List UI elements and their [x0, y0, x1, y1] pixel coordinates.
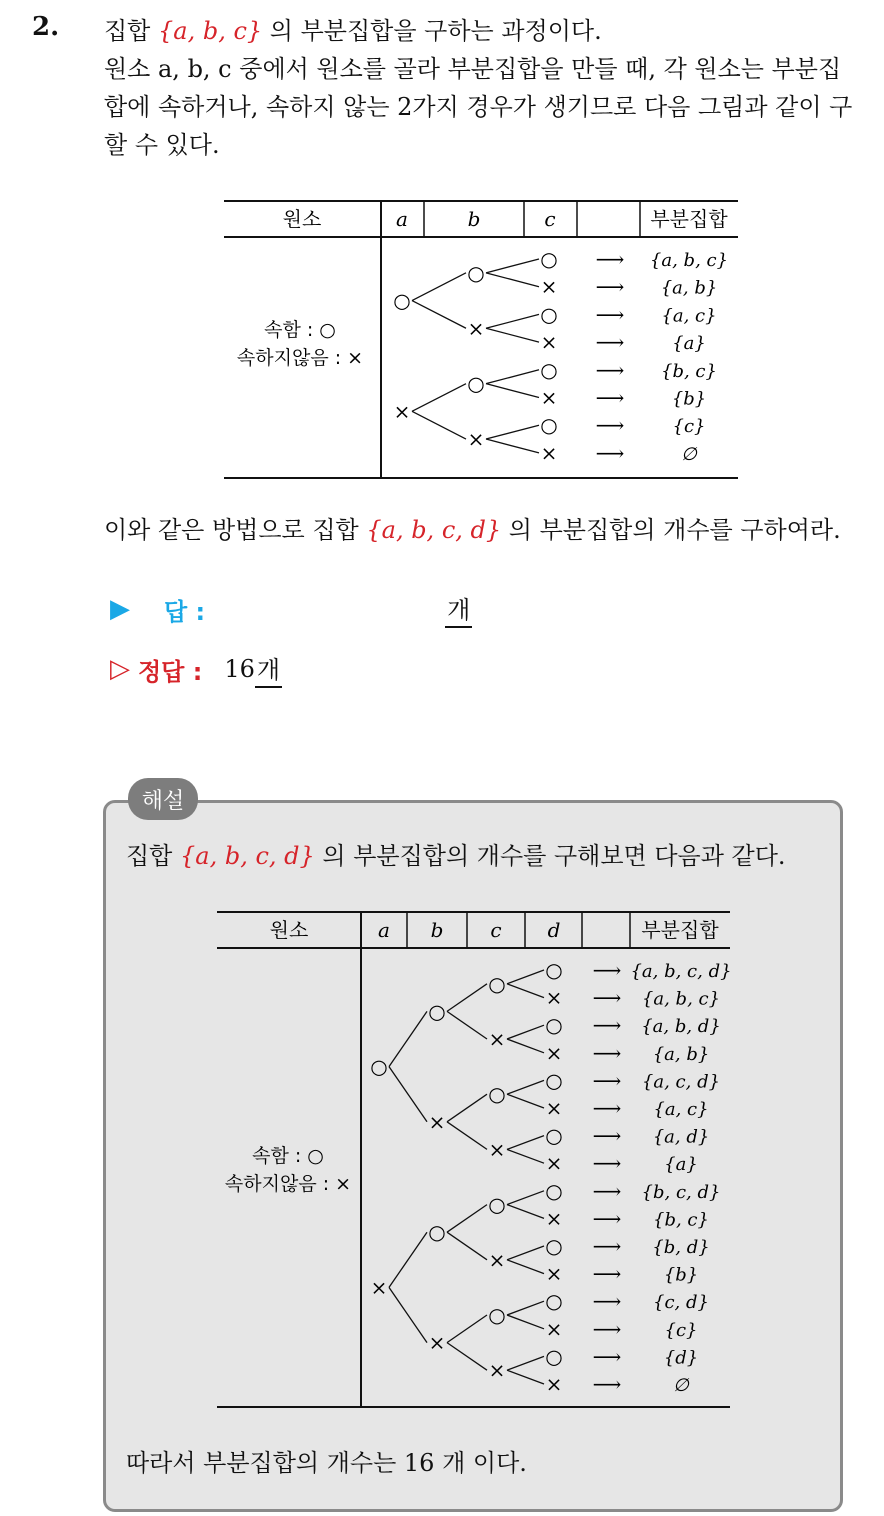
question-sentence: 이와 같은 방법으로 집합 {a, b, c, d} 의 부분집합의 개수를 구하여라.: [104, 516, 841, 544]
tree-branch-line: [389, 1011, 427, 1066]
excluded-mark: ×: [467, 316, 485, 341]
outline-arrow-icon: ▷: [110, 654, 130, 684]
tree-branch-line: [507, 1094, 544, 1108]
included-mark: ○: [545, 1234, 563, 1258]
table-header-cell: b: [467, 207, 481, 231]
excluded-mark: ×: [540, 330, 558, 355]
excluded-mark: ×: [545, 1151, 563, 1176]
subset-result: {b, c, d}: [641, 1181, 721, 1203]
subset-result: {b}: [663, 1264, 699, 1286]
included-mark: ○: [545, 1013, 563, 1038]
subset-result: {b, c}: [661, 360, 717, 382]
subset-result: {a, d}: [652, 1126, 710, 1148]
tree-branch-line: [507, 1315, 544, 1329]
table-header-cell: a: [378, 918, 390, 942]
tree-branch-line: [447, 984, 487, 1012]
table-header-cell: b: [430, 918, 444, 942]
excluded-mark: ×: [393, 399, 411, 424]
tree-branch-line: [507, 1205, 544, 1219]
tree-branch-line: [507, 1260, 544, 1274]
subset-result: ∅: [673, 1375, 689, 1396]
excluded-mark: ×: [545, 1316, 563, 1341]
arrow-icon: ⟶: [595, 247, 625, 271]
excluded-mark: ×: [540, 385, 558, 410]
included-mark: ○: [488, 1082, 506, 1107]
excluded-mark: ×: [488, 1137, 506, 1162]
tree-branch-line: [507, 1025, 544, 1039]
tree-branch-line: [507, 1080, 544, 1094]
arrow-icon: ⟶: [592, 958, 622, 982]
correct-label: 정답 :: [138, 657, 203, 686]
arrow-icon: ⟶: [592, 1178, 622, 1203]
tree-branch-line: [447, 1343, 487, 1371]
explanation-conclusion: 따라서 부분집합의 개수는 16 개 이다.: [126, 1449, 527, 1477]
arrow-icon: ⟶: [592, 1261, 622, 1286]
tree-branch-line: [389, 1287, 427, 1342]
excluded-mark: ×: [488, 1247, 506, 1272]
arrow-icon: ⟶: [592, 1068, 622, 1093]
excluded-mark: ×: [545, 1096, 563, 1120]
arrow-icon: ⟶: [592, 1096, 622, 1120]
excluded-mark: ×: [545, 1372, 563, 1396]
included-mark: ○: [545, 1178, 563, 1203]
tree-branch-line: [447, 1205, 487, 1233]
included-mark: ○: [488, 1303, 506, 1327]
arrow-icon: ⟶: [592, 1040, 622, 1065]
set-notation-abcd-2: {a, b, c, d}: [180, 842, 315, 870]
play-arrow-icon: ▶: [110, 594, 130, 624]
included-mark: ○: [467, 260, 485, 285]
subset-result: {a, b, c, d}: [630, 961, 732, 982]
table-header-cell: a: [396, 207, 408, 231]
arrow-icon: ⟶: [595, 357, 625, 382]
excluded-mark: ×: [540, 440, 558, 465]
arrow-icon: ⟶: [592, 1123, 622, 1148]
arrow-icon: ⟶: [592, 1344, 622, 1369]
tree-branch-line: [507, 984, 544, 998]
tree-branch-line: [389, 1067, 427, 1122]
included-mark: ○: [545, 958, 563, 982]
tree-branch-line: [507, 970, 544, 984]
tree-branch-line: [447, 1011, 487, 1039]
subset-result: {a, c}: [653, 1099, 709, 1120]
table-header-cell: c: [490, 918, 502, 942]
set-notation: {a, b, c}: [158, 17, 263, 45]
included-mark: ○: [540, 302, 558, 327]
subset-result: {c}: [672, 416, 706, 438]
included-mark: ○: [488, 1192, 506, 1217]
tree-branch-line: [507, 1246, 544, 1260]
arrow-icon: ⟶: [592, 1372, 622, 1396]
legend-in-2: 속함 : ○: [252, 1145, 324, 1167]
question-body: 원소 a, b, c 중에서 원소를 골라 부분집합을 만들 때, 각 원소는 부분집합에 속하거나, 속하지 않는 2가지 경우가 생기므로 다음 그림과 같이 구할 수 있다.: [104, 55, 853, 159]
subset-result: {b}: [671, 388, 707, 410]
subset-result: {a, b, c}: [641, 988, 721, 1010]
tree-branch-line: [507, 1136, 544, 1150]
arrow-icon: ⟶: [595, 302, 625, 327]
subset-result: {c}: [664, 1319, 698, 1341]
tree-branch-line: [507, 1370, 544, 1384]
question-line1: 집합 {a, b, c} 의 부분집합을 구하는 과정이다.: [104, 17, 602, 45]
subset-result: {b, d}: [652, 1237, 710, 1258]
included-mark: ○: [545, 1289, 563, 1314]
included-mark: ○: [545, 1068, 563, 1093]
included-mark: ○: [393, 288, 411, 313]
set-notation-abcd: {a, b, c, d}: [366, 516, 502, 544]
tree-branch-line: [507, 1301, 544, 1315]
arrow-icon: ⟶: [595, 413, 625, 438]
included-mark: ○: [370, 1054, 388, 1079]
subset-result: {d}: [663, 1347, 699, 1369]
arrow-icon: ⟶: [595, 440, 625, 465]
legend-in: 속함 : ○: [264, 319, 336, 341]
subset-result: {a}: [664, 1154, 698, 1176]
answer-label: 답 :: [164, 597, 206, 626]
tree-branch-line: [447, 1315, 487, 1343]
tree-branch-line: [507, 1149, 544, 1163]
question-number: 2.: [32, 12, 60, 42]
included-mark: ○: [428, 1220, 446, 1245]
included-mark: ○: [488, 971, 506, 996]
correct-unit: 개: [255, 650, 282, 688]
included-mark: ○: [467, 371, 485, 396]
correct-value: 16: [224, 655, 255, 683]
included-mark: ○: [428, 999, 446, 1024]
tree-branch-line: [507, 1356, 544, 1370]
subset-result: {a, b, c}: [649, 250, 729, 271]
excluded-mark: ×: [488, 1027, 506, 1051]
table-header-cell: d: [547, 918, 561, 942]
included-mark: ○: [545, 1123, 563, 1148]
tree-branch-line: [447, 1094, 487, 1122]
table-header-cell: 원소: [282, 207, 322, 231]
subset-result: {a, c}: [661, 305, 717, 327]
tree-branch-line: [507, 1191, 544, 1205]
subset-result: {a, b}: [652, 1043, 710, 1065]
excluded-mark: ×: [467, 427, 485, 452]
tree-branch-line: [389, 1232, 427, 1287]
included-mark: ○: [545, 1344, 563, 1369]
arrow-icon: ⟶: [595, 385, 625, 410]
arrow-icon: ⟶: [592, 1013, 622, 1038]
included-mark: ○: [540, 357, 558, 382]
arrow-icon: ⟶: [592, 1234, 622, 1258]
excluded-mark: ×: [545, 1040, 563, 1065]
table-header-cell: c: [544, 207, 556, 231]
subset-result: {a, b, d}: [641, 1016, 721, 1038]
included-mark: ○: [540, 413, 558, 438]
legend-out: 속하지않음 : ×: [236, 347, 364, 369]
tree-branch-line: [447, 1122, 487, 1150]
included-mark: ○: [540, 247, 558, 271]
arrow-icon: ⟶: [592, 1206, 622, 1231]
arrow-icon: ⟶: [592, 1316, 622, 1341]
explanation-intro: 집합 {a, b, c, d} 의 부분집합의 개수를 구해보면 다음과 같다.: [126, 842, 786, 870]
table-header-cell: 부분집합: [650, 207, 728, 231]
subset-result: {a, c, d}: [641, 1071, 721, 1093]
arrow-icon: ⟶: [592, 1289, 622, 1314]
subset-result: {b, c}: [653, 1209, 709, 1231]
excluded-mark: ×: [488, 1358, 506, 1383]
explanation-tab: 해설: [128, 778, 198, 820]
arrow-icon: ⟶: [592, 985, 622, 1010]
answer-unit: 개: [445, 590, 472, 628]
arrow-icon: ⟶: [592, 1151, 622, 1176]
subset-result: {a}: [672, 333, 706, 355]
excluded-mark: ×: [545, 1261, 563, 1286]
excluded-mark: ×: [370, 1275, 388, 1300]
legend-out-2: 속하지않음 : ×: [224, 1173, 352, 1195]
arrow-icon: ⟶: [595, 274, 625, 299]
subset-result: ∅: [681, 443, 697, 465]
excluded-mark: ×: [540, 274, 558, 299]
excluded-mark: ×: [545, 1206, 563, 1231]
excluded-mark: ×: [428, 1109, 446, 1134]
arrow-icon: ⟶: [595, 330, 625, 355]
subset-result: {c, d}: [653, 1292, 709, 1314]
table-header-cell: 원소: [269, 918, 309, 942]
subset-result: {a, b}: [660, 277, 718, 299]
tree-branch-line: [447, 1232, 487, 1260]
table-header-cell: 부분집합: [641, 918, 719, 942]
excluded-mark: ×: [428, 1330, 446, 1355]
excluded-mark: ×: [545, 985, 563, 1010]
tree-branch-line: [507, 1039, 544, 1053]
